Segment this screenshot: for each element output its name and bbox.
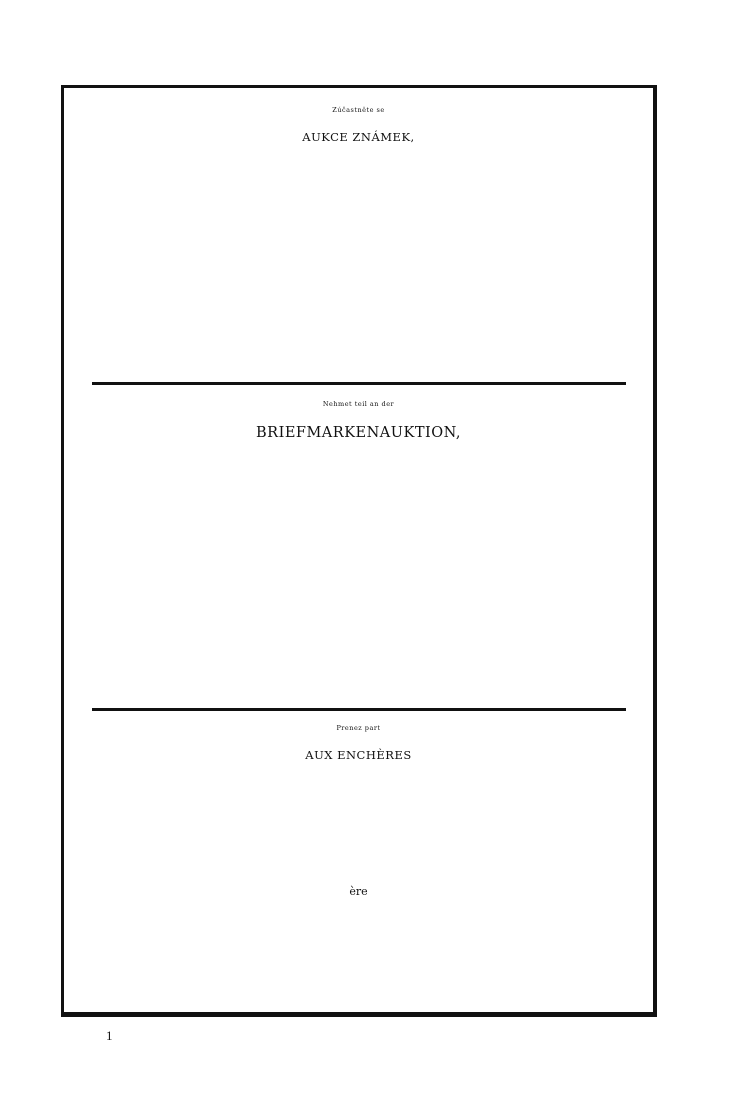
french-text-line-4: [64, 908, 653, 931]
divider-rule: [92, 382, 626, 385]
french-section: [64, 724, 653, 957]
czech-title: AUKCE ZNÁMEK,: [302, 130, 415, 144]
french-intro: Prenez part: [336, 724, 381, 732]
czech-text-line-2: [64, 183, 653, 206]
advertisement-frame: [61, 85, 657, 1017]
german-text-line-1: [64, 458, 653, 481]
french-text-line-3: [64, 880, 653, 908]
french-text-line-1: [64, 778, 653, 801]
czech-prices: [64, 285, 653, 311]
german-text-line-3: [64, 504, 653, 527]
german-intro: Nehmet teil an der: [322, 400, 395, 408]
czech-section: [64, 106, 653, 311]
footnote-number: 1: [106, 1028, 113, 1043]
czech-address: [64, 261, 653, 285]
german-text-line-2: [64, 481, 653, 504]
german-text-line-4: [64, 583, 653, 606]
french-name: [64, 801, 653, 833]
divider-rule: [92, 708, 626, 711]
german-name: [64, 527, 653, 559]
czech-name: [64, 229, 653, 261]
french-text-line-2: [64, 857, 653, 880]
czech-intro: Zúčastněte se: [332, 106, 385, 114]
german-prices: [64, 606, 653, 632]
czech-text-line-3: [64, 206, 653, 229]
french-title: AUX ENCHÈRES: [305, 748, 412, 762]
french-prices: [64, 931, 653, 957]
german-title: BRIEFMARKENAUKTION,: [256, 425, 461, 441]
french-address: [64, 833, 653, 857]
german-section: [64, 400, 653, 632]
german-address: [64, 559, 653, 583]
french-superscript: ère: [349, 885, 368, 898]
czech-text-line-1: [64, 160, 653, 183]
